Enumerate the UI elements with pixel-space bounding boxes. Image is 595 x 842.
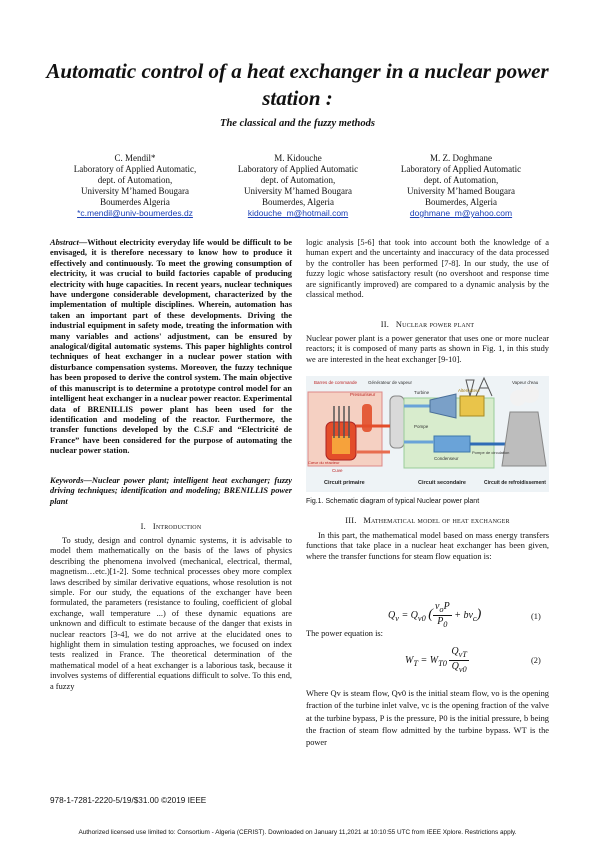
- label-control-rods: Barres de commande: [314, 380, 358, 385]
- eq1-den: P: [437, 616, 444, 627]
- model-text: In this part, the mathematical model based on mass energy transfers functions that take place in a nuclear heat exchanger has been given, where the transfer functions for steam flow equation is:: [306, 531, 549, 561]
- section-heading-model: [306, 516, 549, 525]
- section-number: II.: [380, 320, 389, 329]
- author-affiliation: Laboratory of Applied Automatic: [400, 164, 522, 174]
- eq2-mid: = W: [420, 654, 439, 666]
- author-dept: dept. of Automation,: [423, 175, 499, 185]
- generator: [460, 396, 484, 416]
- label-secondary-circuit: Circuit secondaire: [418, 480, 466, 486]
- author-dept: dept. of Automation,: [260, 175, 336, 185]
- equation-2-number: (2): [531, 656, 541, 665]
- author-name: C. Mendil*: [114, 153, 156, 163]
- author-name: M. Kidouche: [274, 153, 322, 163]
- author-location: Boumerdes, Algeria: [425, 197, 497, 207]
- author-affiliation: Laboratory of Applied Automatic: [237, 164, 359, 174]
- abstract-lead: Abstract—: [50, 238, 88, 247]
- author-block-3: [376, 153, 546, 219]
- author-email-link[interactable]: kidouche_m@hotmail.com: [247, 208, 349, 218]
- nuclear-plant-diagram: [306, 376, 549, 492]
- author-dept: dept. of Automation,: [97, 175, 173, 185]
- reactor-core: [332, 436, 350, 454]
- equation-2: [405, 646, 469, 675]
- paper-title: Automatic control of a heat exchanger in a nuclear power station :: [46, 59, 549, 110]
- author-university: University M’hamed Bougara: [81, 186, 189, 196]
- abstract: [50, 238, 292, 457]
- author-email-link[interactable]: *c.mendil@univ-boumerdes.dz: [77, 208, 193, 218]
- eq1-lhs-sub: v: [395, 613, 399, 623]
- label-steam-generator: Générateur de vapeur: [368, 380, 413, 385]
- eq2-mid-sub: T0: [438, 658, 447, 668]
- author-block-2: [213, 153, 383, 219]
- equation-1-number: (1): [531, 612, 541, 621]
- eq1-num-tail: P: [443, 601, 450, 612]
- license-notice: Authorized licensed use limited to: Consortium - Algeria (CERIST). Downloaded on January 11,2021 at 10:10:55 UTC from IEEE Xplore. Restrictions apply.: [78, 829, 517, 836]
- label-pump: Pompe: [414, 424, 429, 429]
- section-number: III.: [345, 516, 357, 525]
- author-affiliation: Laboratory of Applied Automatic,: [73, 164, 197, 174]
- author-block-1: [50, 153, 220, 219]
- power-text: The power equation is:: [306, 629, 383, 638]
- label-pressurizer: Pressuriseur: [350, 392, 376, 397]
- keywords-body: Nuclear power plant; intelligent heat exchanger; fuzzy driving techniques; identification and modeling; BRENILLIS power plant: [50, 476, 292, 506]
- author-university: University M’hamed Bougara: [244, 186, 352, 196]
- copyright-footer: 978-1-7281-2220-5/19/$31.00 ©2019 IEEE: [50, 796, 207, 805]
- eq1-tail: + bv: [454, 609, 473, 621]
- steam-generator: [390, 396, 404, 448]
- label-primary-circuit: Circuit primaire: [324, 480, 365, 486]
- keywords: [50, 476, 292, 507]
- label-water-vapor: Vapeur d'eau: [512, 380, 539, 385]
- eq1-num-sub: o: [439, 605, 444, 614]
- eq1-mid-sub: v0: [417, 613, 426, 623]
- section-number: I.: [140, 522, 146, 531]
- eq1-lhs: Q: [388, 609, 396, 621]
- eq1-num: v: [434, 601, 440, 612]
- label-condenser: Condenseur: [434, 456, 459, 461]
- nuclear-text: Nuclear power plant is a power generator that uses one or more nuclear reactors; it is composed of many parts as shown in Fig. 1, in this study we are interested in the heat exchanger [9-10].: [306, 334, 549, 364]
- abstract-body: Without electricity everyday life would be difficult to be envisaged, it is therefore necessary to know how to produce it effectively and continuously. To meet the growing consumption of electricity, it was crucial to build factories capable of producing electricity with huge capacities. In recent years, nuclear techniques have undergone considerable development, characterized by the implementation of multiple disciplines. Wherein, automation has taken an important part of these developments. Driving the industrial equipment in safety mode, treating the information with many variables and actions' adjustment, can be ensured by analogical/digital automatic systems. This paper highlights control techniques of heat exchanger in a nuclear power station with disturbance compensation systems. Moreover, the fuzzy technique has been proposed to derive the control system. The main objective of this manuscript is to determine a prototype control model for an intelligent heat exchanger in a nuclear power reactor. Experimental data of BRENILLIS power plant has been used for the identification and modeling of the reactor. Furthermore, the transfer functions developed by the C.S.F and “Electricité de France” have been considered for the purpose of automating the nuclear power station.: [50, 238, 292, 456]
- eq2-lhs: W: [405, 654, 414, 666]
- steam-cloud: [521, 385, 539, 403]
- eq1-mid: = Q: [401, 609, 418, 621]
- equation-1: $Q_v = Q_{v0}$ ( $\frac{v_oP}{P_0}$ + $bv_c$): [388, 601, 482, 629]
- section-heading-introduction: [50, 522, 292, 531]
- eq1-tail-sub: c: [472, 613, 477, 623]
- author-university: University M’hamed Bougara: [407, 186, 515, 196]
- introduction-text: To study, design and control dynamic systems, it is advisable to model them mathematically on the basis of the laws of physics describing the phenomena involved (mechanical, electrical, thermal, magnetism…etc.)[1-2]. Some technical processes obey more complex laws described by similar derivative equations, whose resolution is not simple. For our study, the equations of the exchanger have been formulated, the parameters (resistance to fouling, coefficient of global exchange, wall temperature ...) of these dynamic equations are unknown and difficult to estimate because of the danger that exists in nuclear reactors [3-4], we do not arrive at the elucidated ones to highlight them in simulation testing approaches, we focused on index tests realized in France. The theoretical determination of the mathematical model of a heat exchanger is a laborious task, because it involves systems of differential equations difficult to solve. To this end, a fuzzy: [50, 536, 292, 691]
- author-location: Boumerdes, Algeria: [262, 197, 334, 207]
- keywords-lead: Keywords—: [50, 476, 92, 485]
- label-turbine: Turbine: [414, 390, 430, 395]
- figure-caption: Fig.1. Schematic diagram of typical Nuclear power plant: [306, 498, 480, 505]
- label-cooling-circuit: Circuit de refroidissement: [484, 480, 546, 486]
- eq2-den: Q: [451, 661, 459, 672]
- author-name: M. Z. Doghmane: [430, 153, 492, 163]
- eq2-num: Q: [451, 646, 459, 657]
- eq1-den-sub: 0: [443, 620, 448, 629]
- eq2-lhs-sub: T: [413, 658, 418, 668]
- label-circulation-pump: Pompe de circulation: [472, 450, 510, 455]
- author-location: Boumerdes Algeria: [100, 197, 170, 207]
- cooling-tower: [502, 412, 546, 466]
- eq1-fraction: [433, 601, 452, 630]
- section-title: Nuclear power plant: [395, 320, 475, 329]
- eq2-num-sub: vT: [458, 650, 467, 659]
- label-vessel: Cuve: [332, 468, 343, 473]
- eq2-fraction: [449, 646, 469, 675]
- section-title: Introduction: [152, 522, 202, 531]
- label-alternator: Alternateur: [458, 388, 481, 393]
- section-heading-nuclear: [306, 320, 549, 329]
- variable-definitions: Where Qv is steam flow, Qv0 is the initial steam flow, vo is the opening fraction of the turbine inlet valve, vc is the opening fraction of the valve at the turbine bypass, P is the pressure, P0 is the initial pressure, b being the fraction of steam flow admitted by the turbine bypass. WT is the power: [306, 689, 549, 748]
- section-title: Mathematical model of heat exchanger: [363, 516, 510, 525]
- condenser: [434, 436, 470, 452]
- paper-subtitle: The classical and the fuzzy methods: [220, 118, 375, 129]
- intro-continued-text: logic analysis [5-6] that took into account both the knowledge of a human expert and the uncertainty and inaccuracy of the data processed by the controller has been performed [7-8]. In our study, the use of fuzzy logic whose satisfactory result (no overshoot and response time are significantly improved) are compared to a dynamic analysis by the classical method.: [306, 238, 549, 300]
- pressurizer: [362, 404, 372, 432]
- author-email-link[interactable]: doghmane_m@yahoo.com: [409, 208, 513, 218]
- eq2-den-sub: v0: [458, 665, 467, 674]
- diagram-svg: [306, 376, 549, 492]
- label-reactor-core: Cœur du réacteur: [308, 460, 340, 465]
